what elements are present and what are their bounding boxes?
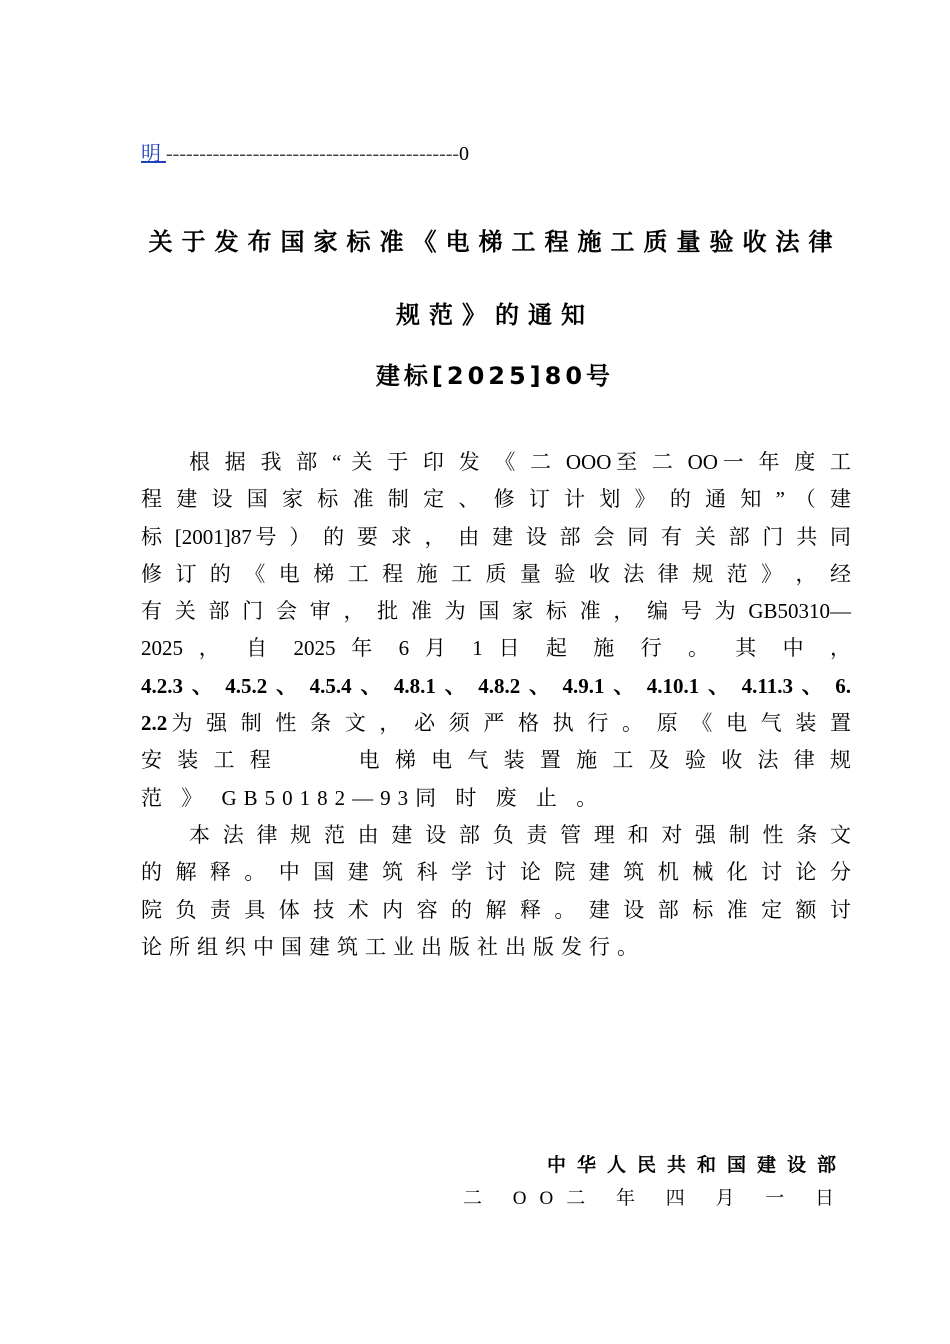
paragraph-line-text: 为 强 制 性 条 文 ， 必 须 严 格 执 行 。 原 《 电 气 装 置 <box>167 711 851 736</box>
issuing-organization: 中华人民共和国建设部 <box>546 1154 847 1176</box>
paragraph-line: 的 解 释 。 中 国 建 筑 科 学 讨 论 院 建 筑 机 械 化 讨 论 分 <box>141 860 851 885</box>
paragraph-line: 根 据 我 部 “ 关 于 印 发 《 二 OOO至 二 OO一 年 度 工 <box>189 450 851 474</box>
toc-leader-dashes: -------------------------------------------- <box>166 143 460 165</box>
paragraph-line: 院 负 责 具 体 技 术 内 容 的 解 释 。 建 设 部 标 准 定 额 讨 <box>141 897 851 922</box>
paragraph-line: 安 装 工 程 电 梯 电 气 装 置 施 工 及 验 收 法 律 规 <box>141 748 851 773</box>
paragraph-line: 修 订 的 《 电 梯 工 程 施 工 质 量 验 收 法 律 规 范 》 ， 经 <box>141 561 851 586</box>
paragraph-line: 有 关 部 门 会 审 ， 批 准 为 国 家 标 准 ， 编 号 为 GB50310— <box>141 599 851 624</box>
paragraph-1 <box>141 444 851 817</box>
toc-entry[interactable] <box>141 137 861 166</box>
mandatory-clause-tail: 2.2 <box>141 711 168 736</box>
document-title-line-2: 规范》的通知 <box>396 301 594 329</box>
paragraph-line: 标 [2001]87号 ） 的 要 求 ， 由 建 设 部 会 同 有 关 部 门 共 同 <box>141 524 851 549</box>
paragraph-line <box>141 705 851 742</box>
paragraph-line: 程 建 设 国 家 标 准 制 定 、 修 订 计 划 》 的 通 知 ” （ 建 <box>141 487 851 512</box>
paragraph-line: 范 》 GB50182—93同 时 废 止 。 <box>141 785 605 810</box>
toc-link[interactable]: 明 <box>141 143 166 165</box>
toc-page-number: 0 <box>459 143 470 165</box>
paragraph-2 <box>141 817 851 966</box>
paragraph-line: 2025 ， 自 2025 年 6 月 1 日 起 施 行 。 其 中 ， <box>141 636 851 661</box>
mandatory-clauses-line: 4.2.3 、 4.5.2 、 4.5.4 、 4.8.1 、 4.8.2 、 4.9.1 、 4.10.1 、 4.11.3 、 6. <box>141 673 851 698</box>
paragraph-line: 本 法 律 规 范 由 建 设 部 负 责 管 理 和 对 强 制 性 条 文 <box>189 823 851 847</box>
issue-date: 二 OO二 年 四 月 一 日 <box>463 1188 847 1209</box>
paragraph-line: 论所组织中国建筑工业出版社出版发行。 <box>141 934 645 959</box>
document-title-line-1: 关于发布国家标准《电梯工程施工质量验收法律 <box>148 228 842 256</box>
document-number: 建标[2025]80号 <box>375 362 615 390</box>
